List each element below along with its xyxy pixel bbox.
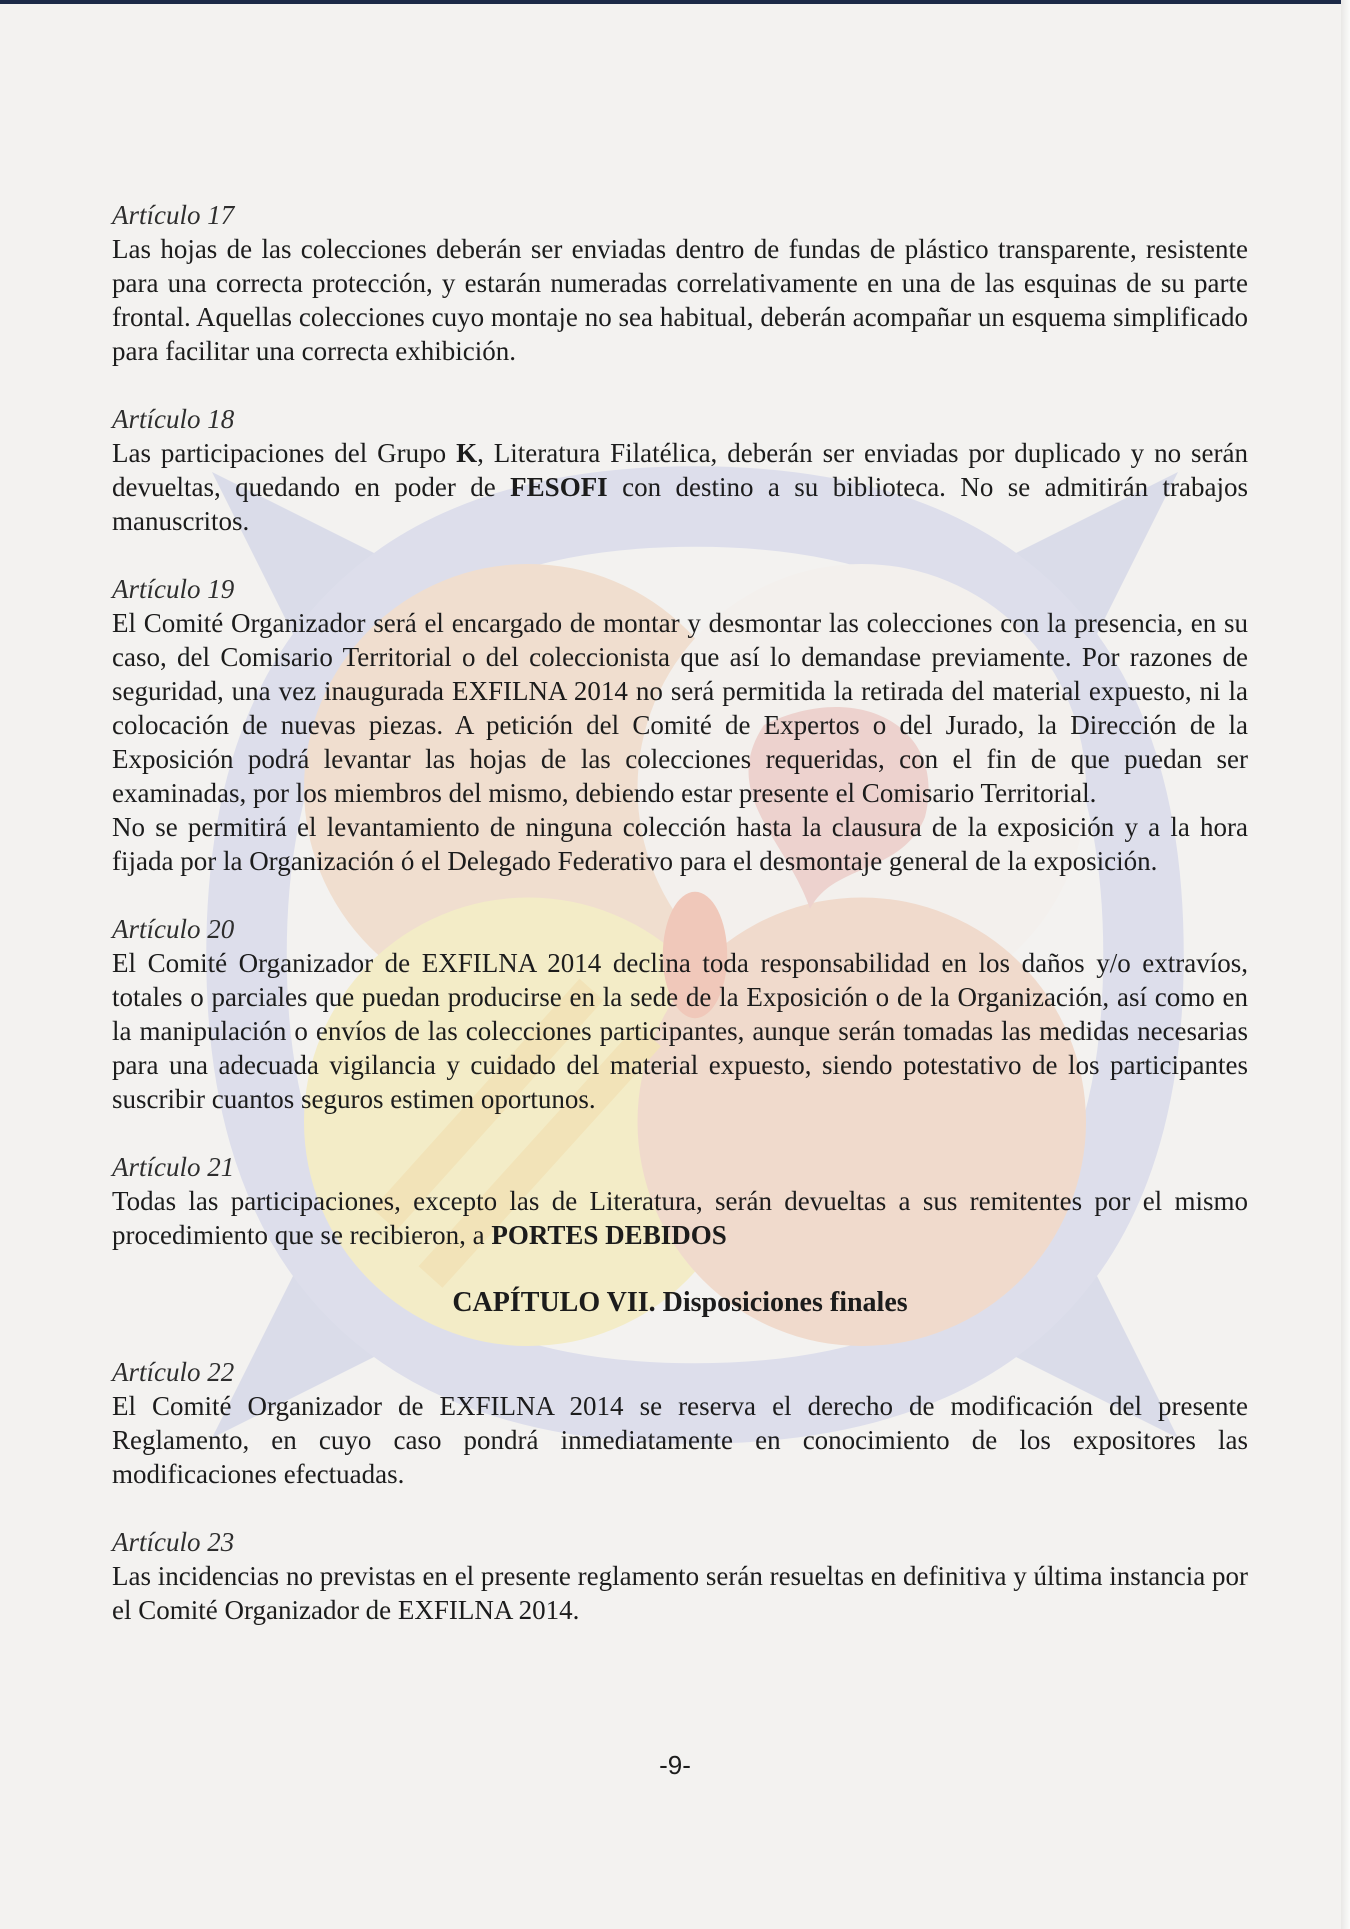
article-paragraph — [112, 810, 1248, 878]
article-paragraph — [112, 1184, 1248, 1252]
text-run: Las hojas de las colecciones deberán ser enviadas dentro de fundas de plástico transparente, resistente para una correcta protección, y estarán numeradas correlativamente en una de las esquinas de su parte frontal. Aquellas colecciones cuyo montaje no sea habitual, deberán acompañar un esquema simplificado para facilitar una correcta exhibición. — [112, 234, 1248, 366]
article-title: Artículo 23 — [112, 1527, 235, 1557]
text-run: El Comité Organizador de EXFILNA 2014 se reserva el derecho de modificación del presente Reglamento, en cuyo caso pondrá inmediatamente en conocimiento de los expositores las modificaciones efectuadas. — [112, 1391, 1248, 1489]
article-18 — [112, 402, 1248, 538]
article-paragraph — [112, 436, 1248, 538]
scan-top-edge — [0, 0, 1350, 4]
article-19 — [112, 572, 1248, 878]
text-run: El Comité Organizador de EXFILNA 2014 declina toda responsabilidad en los daños y/o extravíos, totales o parciales que puedan producirse en la sede de la Exposición o de la Organización, así como en la manipulación o envíos de las colecciones participantes, aunque serán tomadas las medidas necesarias para una adecuada vigilancia y cuidado del material expuesto, siendo potestativo de los participantes suscribir cuantos seguros estimen oportunos. — [112, 948, 1248, 1114]
text-run: con destino a su biblioteca. No se admitirán trabajos manuscritos. — [112, 472, 1248, 536]
article-title: Artículo 17 — [112, 200, 235, 230]
article-21 — [112, 1150, 1248, 1252]
text-run: Las participaciones del Grupo — [112, 438, 457, 468]
document-body — [112, 198, 1248, 1661]
article-title: Artículo 20 — [112, 914, 235, 944]
article-title: Artículo 22 — [112, 1357, 235, 1387]
text-run: , Literatura Filatélica, deberán ser enviadas por duplicado y no serán devueltas, quedando en poder de — [112, 438, 1248, 502]
text-run: No se permitirá el levantamiento de ninguna colección hasta la clausura de la exposición y a la hora fijada por la Organización ó el Delegado Federativo para el desmontaje general de la exposición. — [112, 812, 1248, 876]
article-paragraph — [112, 232, 1248, 368]
bold-text: K — [456, 438, 478, 468]
article-title: Artículo 19 — [112, 574, 235, 604]
article-paragraph — [112, 606, 1248, 810]
article-title: Artículo 21 — [112, 1152, 235, 1182]
article-title: Artículo 18 — [112, 404, 235, 434]
text-run: Las incidencias no previstas en el presente reglamento serán resueltas en definitiva y última instancia por el Comité Organizador de EXFILNA 2014. — [112, 1561, 1248, 1625]
text-run: El Comité Organizador será el encargado de montar y desmontar las colecciones con la presencia, en su caso, del Comisario Territorial o del coleccionista que así lo demandase previamente. Por razones de seguridad, una vez inaugurada EXFILNA 2014 no será permitida la retirada del material expuesto, ni la colocación de nuevas piezas. A petición del Comité de Expertos o del Jurado, la Dirección de la Exposición podrá levantar las hojas de las colecciones requeridas, con el fin de que puedan ser examinadas, por los miembros del mismo, debiendo estar presente el Comisario Territorial. — [112, 608, 1248, 808]
article-17 — [112, 198, 1248, 368]
article-23 — [112, 1525, 1248, 1627]
text-run: Todas las participaciones, excepto las de Literatura, serán devueltas a sus remitentes por el mismo procedimiento que se recibieron, a — [112, 1186, 1248, 1250]
article-paragraph — [112, 1559, 1248, 1627]
article-paragraph — [112, 1389, 1248, 1491]
article-20 — [112, 912, 1248, 1116]
article-paragraph — [112, 946, 1248, 1116]
page-number: -9- — [659, 1750, 691, 1780]
bold-text: PORTES DEBIDOS — [491, 1220, 727, 1250]
article-22 — [112, 1355, 1248, 1491]
chapter-heading: CAPÍTULO VII. Disposiciones finales — [452, 1287, 908, 1318]
scan-right-edge — [1341, 0, 1350, 1929]
bold-text: FESOFI — [510, 472, 608, 502]
